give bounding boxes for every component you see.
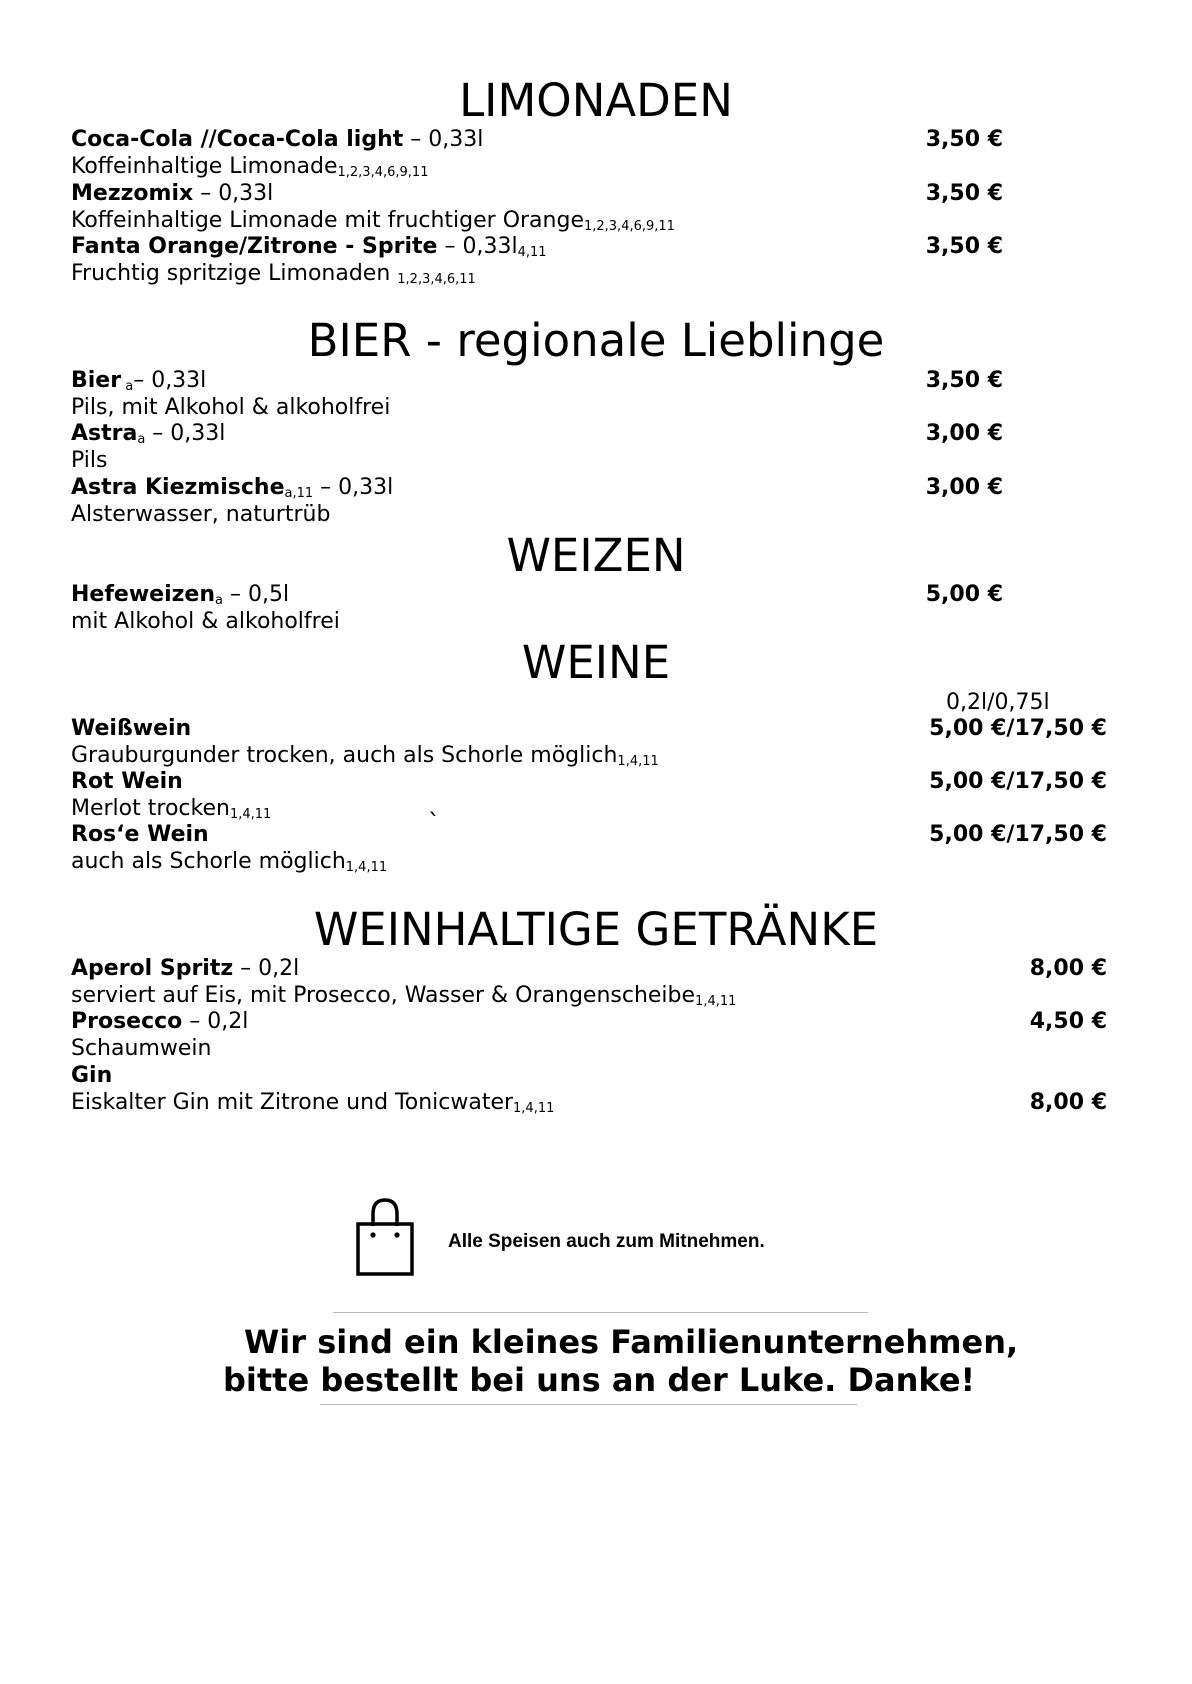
heading-weizen: WEIZEN xyxy=(506,529,686,582)
item-description xyxy=(71,153,428,180)
description-text: auch als Schorle möglich xyxy=(71,849,346,874)
allergen-note: 1,2,3,4,6,9,11 xyxy=(337,165,429,180)
item-name: Astra xyxy=(71,421,138,446)
item-description xyxy=(71,795,271,822)
item-size: – 0,33l xyxy=(133,368,207,393)
menu-item-weisswein xyxy=(71,715,1111,742)
menu-item-aperol-spritz xyxy=(71,955,1111,982)
volume-header: 0,2l/0,75l xyxy=(946,690,1050,715)
description-text: mit Alkohol & alkoholfrei xyxy=(71,609,340,634)
item-description xyxy=(71,260,476,287)
menu-item-gin xyxy=(71,1062,1111,1089)
description-text: Alsterwasser, naturtrüb xyxy=(71,502,331,527)
heading-weinhaltige-getraenke: WEINHALTIGE GETRÄNKE xyxy=(313,903,879,956)
item-note: a,11 xyxy=(284,486,314,501)
allergen-note: 1,2,3,4,6,9,11 xyxy=(583,219,675,234)
menu-item-bier xyxy=(71,367,1111,394)
item-name: Aperol Spritz xyxy=(71,956,234,981)
divider-top xyxy=(333,1312,868,1313)
description-text: Eiskalter Gin mit Zitrone und Tonicwater xyxy=(71,1090,514,1115)
allergen-note: 1,2,3,4,6,11 xyxy=(397,272,476,287)
item-size: – 0,33l xyxy=(437,234,518,259)
description-text: Koffeinhaltige Limonade mit fruchtiger Orange xyxy=(71,208,584,233)
item-price: 8,00 € xyxy=(1029,1090,1107,1115)
item-name: Gin xyxy=(71,1063,113,1088)
item-size: – 0,33l xyxy=(193,181,274,206)
item-description xyxy=(71,447,107,474)
item-price: 4,50 € xyxy=(1029,1009,1107,1034)
closing-line-2: bitte bestellt bei uns an der Luke. Danke! xyxy=(223,1361,976,1399)
item-name: Coca-Cola //Coca-Cola light xyxy=(71,127,404,152)
size-note: 4,11 xyxy=(517,245,547,260)
description-text: Fruchtig spritzige Limonaden xyxy=(71,261,398,286)
item-name: Ros‘e Wein xyxy=(71,822,209,847)
allergen-note: 1,4,11 xyxy=(229,807,272,822)
stray-mark: ` xyxy=(428,809,440,837)
allergen-note: 1,4,11 xyxy=(695,994,737,1009)
item-note: a xyxy=(137,432,146,447)
item-price: 5,00 € xyxy=(925,582,1003,607)
allergen-note: 1,4,11 xyxy=(513,1101,555,1116)
item-size: – 0,33l xyxy=(403,127,484,152)
description-text: Koffeinhaltige Limonade xyxy=(71,154,338,179)
item-name: Hefeweizen xyxy=(71,582,215,607)
item-name: Astra Kiezmische xyxy=(71,475,285,500)
item-name: Prosecco xyxy=(71,1009,183,1034)
item-price: 3,00 € xyxy=(925,475,1003,500)
allergen-note: 1,4,11 xyxy=(617,754,659,769)
menu-item-prosecco xyxy=(71,1008,1111,1035)
item-name: Fanta Orange/Zitrone - Sprite xyxy=(71,234,438,259)
item-price: 5,00 €/17,50 € xyxy=(929,716,1107,741)
heading-weine: WEINE xyxy=(521,636,671,689)
description-text: serviert auf Eis, mit Prosecco, Wasser & Orangenscheibe xyxy=(71,983,696,1008)
item-size: – 0,33l xyxy=(313,475,394,500)
item-price: 3,50 € xyxy=(925,234,1003,259)
menu-item-astra-kiezmische xyxy=(71,474,1111,501)
item-price: 3,50 € xyxy=(925,127,1003,152)
item-description xyxy=(71,207,675,234)
item-size: – 0,33l xyxy=(145,421,226,446)
item-price: 3,00 € xyxy=(925,421,1003,446)
item-price: 5,00 €/17,50 € xyxy=(929,769,1107,794)
item-size: – 0,2l xyxy=(182,1009,249,1034)
item-price: 3,50 € xyxy=(925,368,1003,393)
menu-item-rose-wein xyxy=(71,821,1111,848)
item-price: 8,00 € xyxy=(1029,956,1107,981)
menu-item-coca-cola xyxy=(71,126,1111,153)
menu-item-astra xyxy=(71,420,1111,447)
allergen-note: 1,4,11 xyxy=(345,860,388,875)
heading-bier: BIER - regionale Lieblinge xyxy=(307,314,885,367)
divider-bottom xyxy=(320,1404,857,1405)
menu-item-gin-detail xyxy=(71,1089,1111,1116)
item-size: – 0,5l xyxy=(222,582,290,607)
item-description xyxy=(71,501,330,528)
menu-item-hefeweizen xyxy=(71,581,1111,608)
shopping-bag-icon xyxy=(355,1198,415,1278)
item-name: Bier xyxy=(71,368,122,393)
item-name: Weißwein xyxy=(71,716,192,741)
heading-limonaden: LIMONADEN xyxy=(459,74,733,127)
item-description xyxy=(71,982,736,1009)
item-description xyxy=(71,742,659,769)
takeaway-notice: Alle Speisen auch zum Mitnehmen. xyxy=(448,1231,765,1252)
item-size: – 0,2l xyxy=(233,956,300,981)
menu-item-rot-wein xyxy=(71,768,1111,795)
item-price: 5,00 €/17,50 € xyxy=(929,822,1107,847)
item-description xyxy=(71,608,340,635)
description-text: Grauburgunder trocken, auch als Schorle möglich xyxy=(71,743,618,768)
closing-line-1: Wir sind ein kleines Familienunternehmen, xyxy=(244,1323,1019,1361)
menu-item-fanta-sprite xyxy=(71,233,1111,260)
item-note: a xyxy=(215,593,223,608)
description-text: Schaumwein xyxy=(71,1036,212,1061)
description-text: Merlot trocken xyxy=(71,796,230,821)
item-description xyxy=(71,1035,211,1062)
description-text: Pils, mit Alkohol & alkoholfrei xyxy=(71,395,391,420)
item-description xyxy=(71,394,390,421)
item-price: 3,50 € xyxy=(925,181,1003,206)
item-note: a xyxy=(121,379,134,394)
description-text: Pils xyxy=(71,448,108,473)
item-name: Rot Wein xyxy=(71,769,183,794)
item-name: Mezzomix xyxy=(71,181,194,206)
menu-item-mezzomix xyxy=(71,180,1111,207)
item-description xyxy=(71,848,387,875)
